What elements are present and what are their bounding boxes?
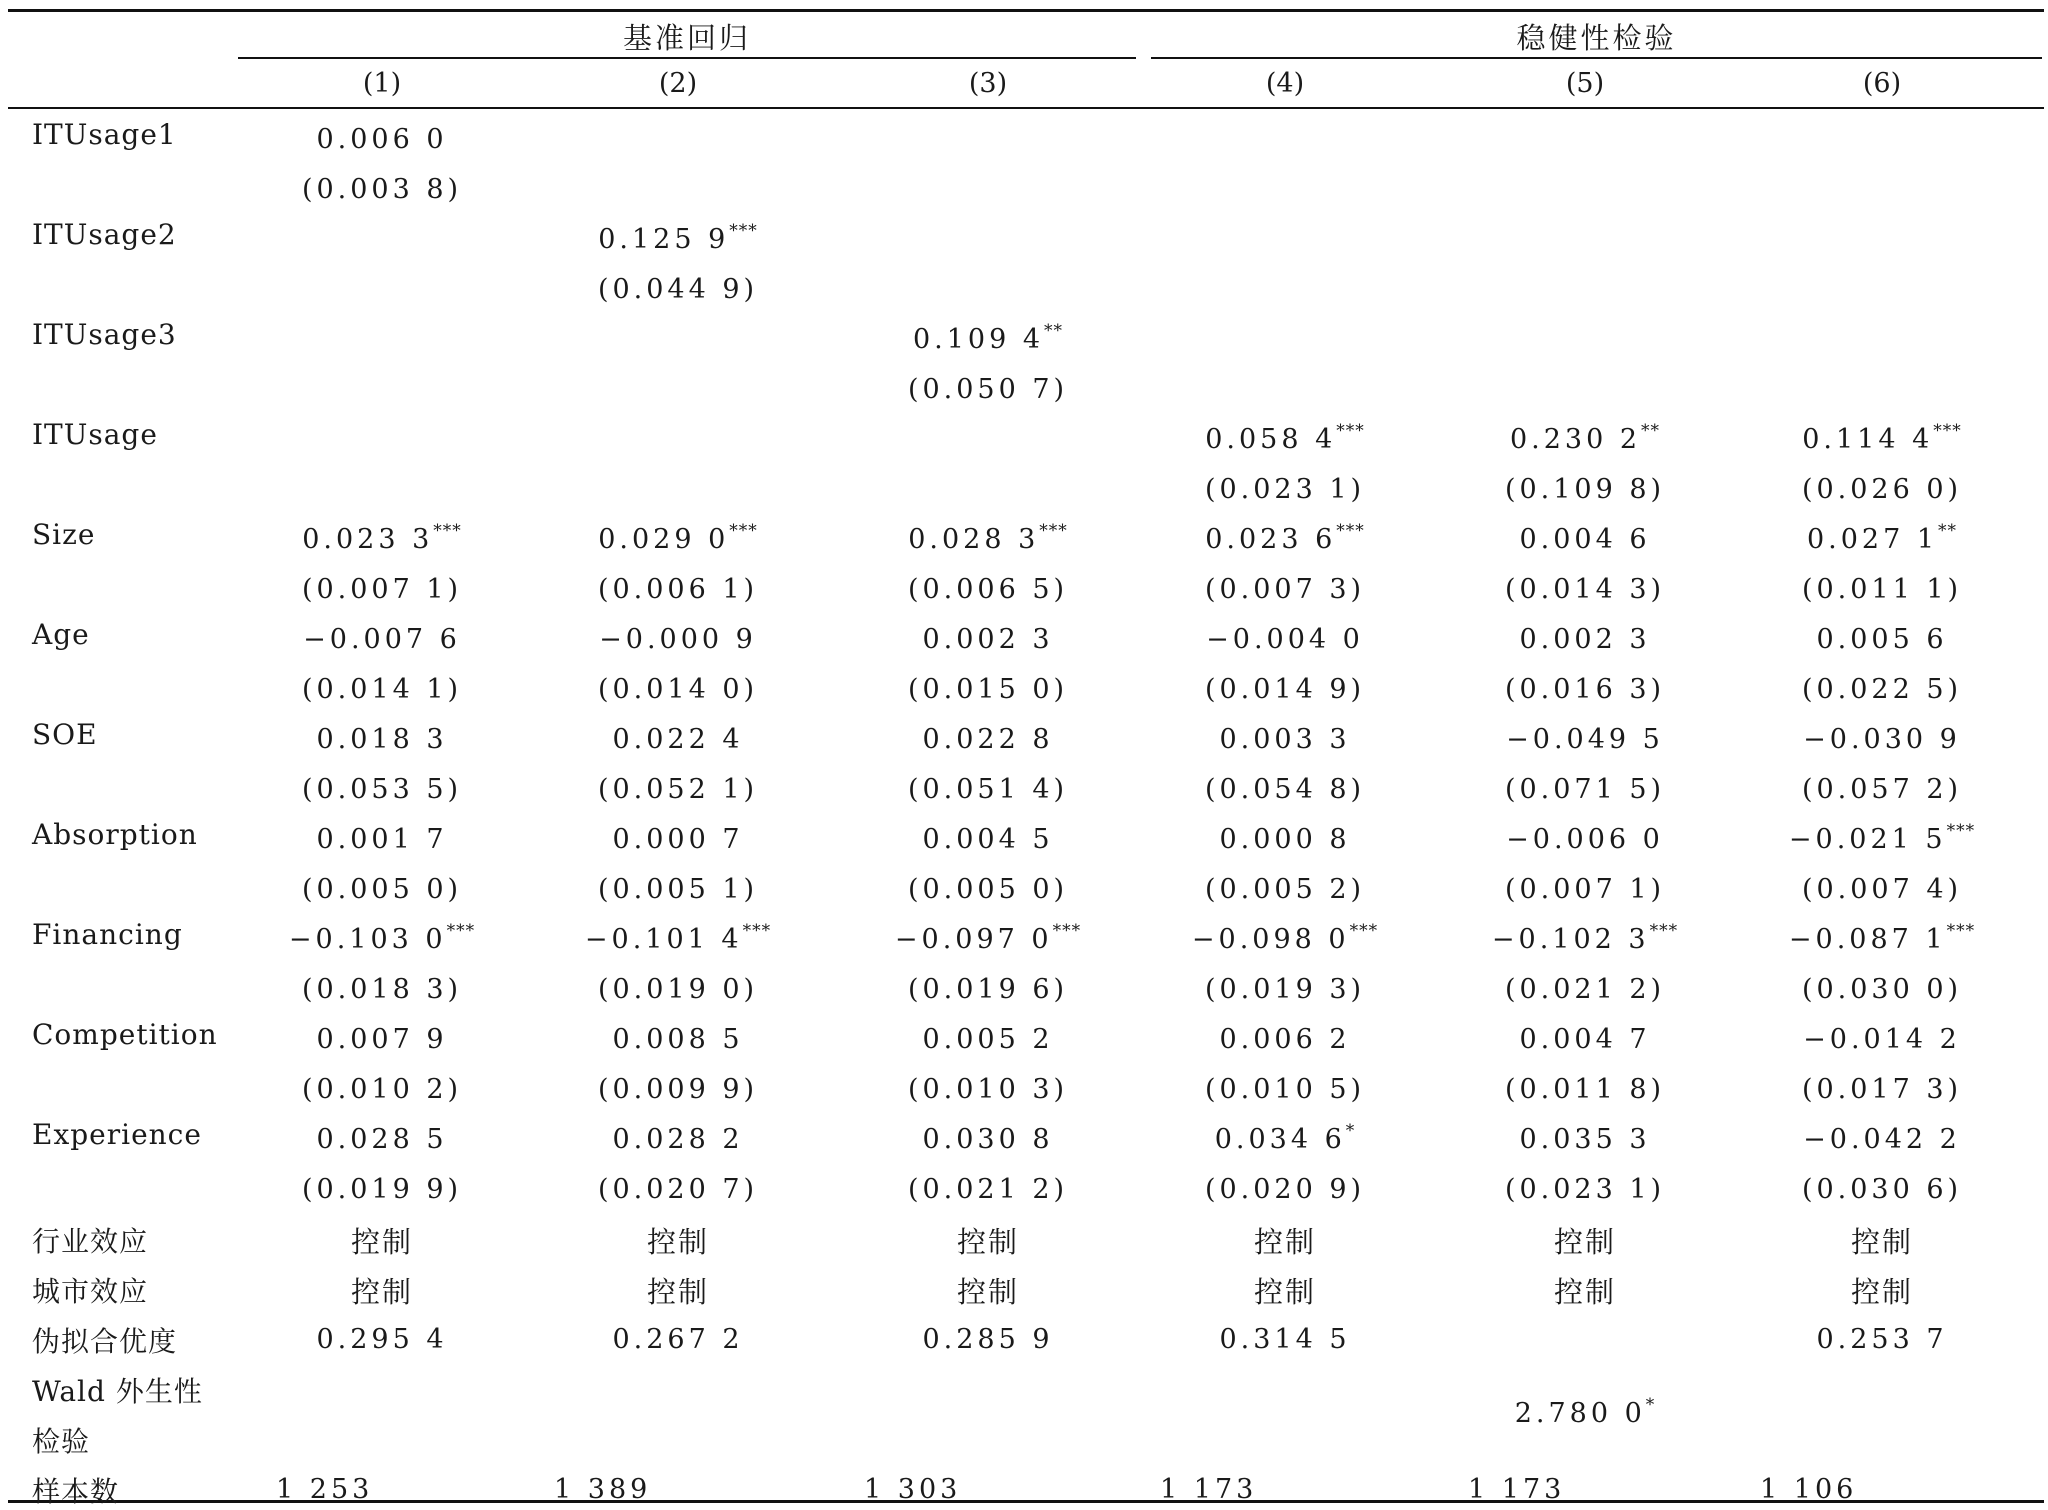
industry-fe-cell: 控制 <box>956 1225 1019 1259</box>
coef-value: 0.018 3 <box>316 724 448 755</box>
row-label-itusage1: ITUsage1 <box>32 118 177 151</box>
column-number: (2) <box>658 68 698 99</box>
city-fe-cell: 控制 <box>350 1275 413 1309</box>
coef-cell <box>548 521 808 555</box>
industry-fe-cell: 控制 <box>1553 1225 1616 1259</box>
std-error-cell: (0.011 1) <box>1801 574 1963 605</box>
std-error-cell: (0.007 1) <box>301 574 463 605</box>
significance-stars: *** <box>1946 821 1976 841</box>
std-error-cell: (0.054 8) <box>1204 774 1366 805</box>
significance-stars: *** <box>1039 521 1068 541</box>
significance-stars: ** <box>1938 521 1958 541</box>
std-error-cell: (0.010 2) <box>301 1074 463 1105</box>
coef-cell <box>858 921 1118 955</box>
coef-value: 0.004 6 <box>1519 524 1651 555</box>
coef-cell <box>548 624 808 655</box>
row-label-itusage2: ITUsage2 <box>32 218 177 251</box>
coef-cell <box>858 1024 1118 1055</box>
coef-value: −0.098 0 <box>1191 924 1350 955</box>
coef-value: 0.004 7 <box>1519 1024 1651 1055</box>
std-error-cell: (0.007 3) <box>1204 574 1366 605</box>
coef-cell <box>1455 624 1715 655</box>
city-fe-cell: 控制 <box>1850 1275 1913 1309</box>
column-number: (6) <box>1862 68 1902 99</box>
coef-cell <box>252 124 512 155</box>
significance-stars: *** <box>742 921 772 941</box>
significance-stars: *** <box>1052 921 1082 941</box>
city-fe-cell: 控制 <box>1253 1275 1316 1309</box>
std-error-cell: (0.057 2) <box>1801 774 1963 805</box>
coef-value: 0.022 8 <box>922 724 1054 755</box>
coef-cell <box>1752 624 2012 655</box>
coef-cell <box>548 724 808 755</box>
coef-cell <box>1155 724 1415 755</box>
significance-stars: * <box>1645 1395 1656 1415</box>
std-error-cell: (0.071 5) <box>1504 774 1666 805</box>
coef-cell <box>1155 421 1415 455</box>
std-error-cell: (0.011 8) <box>1504 1074 1666 1105</box>
coef-value: 0.030 8 <box>922 1124 1054 1155</box>
row-label-experience: Experience <box>32 1118 202 1151</box>
std-error-cell: (0.051 4) <box>907 774 1069 805</box>
pseudo-r2-cell: 0.253 7 <box>1816 1324 1948 1355</box>
coef-value: 0.114 4 <box>1802 424 1934 455</box>
row-label-absorption: Absorption <box>32 818 198 851</box>
coef-value: −0.030 9 <box>1803 724 1961 755</box>
coef-value: −0.014 2 <box>1803 1024 1961 1055</box>
row-label-financing: Financing <box>32 918 183 951</box>
coef-value: −0.087 1 <box>1788 924 1947 955</box>
std-error-cell: (0.005 2) <box>1204 874 1366 905</box>
coef-cell <box>252 1024 512 1055</box>
coef-cell <box>1155 624 1415 655</box>
coef-cell <box>1155 1024 1415 1055</box>
column-number: (1) <box>362 68 402 99</box>
row-label-city-fe: 城市效应 <box>32 1275 149 1308</box>
sample-size-cell: 1 173 <box>1160 1474 1258 1505</box>
column-number: (5) <box>1565 68 1605 99</box>
std-error-cell: (0.010 3) <box>907 1074 1069 1105</box>
significance-stars: ** <box>1641 421 1661 441</box>
coef-cell <box>858 724 1118 755</box>
significance-stars: *** <box>729 221 758 241</box>
std-error-cell: (0.021 2) <box>1504 974 1666 1005</box>
std-error-cell: (0.015 0) <box>907 674 1069 705</box>
coef-cell <box>1455 824 1715 855</box>
coef-value: 0.002 3 <box>922 624 1054 655</box>
std-error-cell: (0.026 0) <box>1801 474 1963 505</box>
std-error-cell: (0.005 1) <box>597 874 759 905</box>
group-title-baseline: 基准回归 <box>622 21 751 55</box>
coef-cell <box>1752 421 2012 455</box>
std-error-cell: (0.005 0) <box>907 874 1069 905</box>
std-error-cell: (0.018 3) <box>301 974 463 1005</box>
coef-value: 0.006 0 <box>316 124 448 155</box>
coef-value: −0.006 0 <box>1506 824 1664 855</box>
row-label-size: Size <box>32 518 96 551</box>
coef-value: 0.034 6 <box>1214 1124 1346 1155</box>
row-label-sample-size: 样本数 <box>32 1475 120 1508</box>
std-error-cell: (0.019 3) <box>1204 974 1366 1005</box>
coef-value: 0.022 4 <box>612 724 744 755</box>
coef-value: 0.027 1 <box>1806 524 1939 555</box>
coef-value: 0.000 7 <box>612 824 744 855</box>
coef-cell <box>1455 1024 1715 1055</box>
significance-stars: *** <box>729 521 758 541</box>
row-label-itusage3: ITUsage3 <box>32 318 177 351</box>
coef-value: −0.097 0 <box>894 924 1053 955</box>
coef-cell <box>252 521 512 555</box>
pseudo-r2-cell: 0.295 4 <box>316 1324 448 1355</box>
std-error-cell: (0.007 1) <box>1504 874 1666 905</box>
coef-cell <box>1752 1124 2012 1155</box>
sample-size-cell: 1 389 <box>554 1474 652 1505</box>
coef-cell <box>1752 521 2012 555</box>
coef-cell <box>252 921 512 955</box>
coef-cell <box>252 1124 512 1155</box>
industry-fe-cell: 控制 <box>350 1225 413 1259</box>
std-error-cell: (0.030 6) <box>1801 1174 1963 1205</box>
std-error-cell: (0.005 0) <box>301 874 463 905</box>
industry-fe-cell: 控制 <box>1850 1225 1913 1259</box>
std-error-cell: (0.050 7) <box>907 374 1069 405</box>
coef-value: −0.042 2 <box>1803 1124 1961 1155</box>
coef-value: 0.230 2 <box>1509 424 1642 455</box>
row-label-industry-fe: 行业效应 <box>32 1225 149 1258</box>
coef-value: 0.125 9 <box>598 224 730 255</box>
std-error-cell: (0.044 9) <box>597 274 759 305</box>
sample-size-cell: 1 106 <box>1760 1474 1858 1505</box>
top-rule <box>8 9 2044 12</box>
significance-stars: *** <box>1649 921 1679 941</box>
std-error-cell: (0.021 2) <box>907 1174 1069 1205</box>
coef-cell <box>1752 921 2012 955</box>
std-error-cell: (0.016 3) <box>1504 674 1666 705</box>
coef-cell <box>252 724 512 755</box>
column-number: (3) <box>968 68 1008 99</box>
std-error-cell: (0.019 6) <box>907 974 1069 1005</box>
coef-value: −0.004 0 <box>1206 624 1364 655</box>
coef-value: 0.029 0 <box>598 524 730 555</box>
coef-cell <box>1752 1024 2012 1055</box>
header-rule <box>8 107 2044 109</box>
coef-value: 0.109 4 <box>912 324 1045 355</box>
coef-cell <box>858 824 1118 855</box>
coef-cell <box>1455 724 1715 755</box>
row-label-competition: Competition <box>32 1018 218 1051</box>
significance-stars: *** <box>1336 521 1365 541</box>
coef-value: 0.000 8 <box>1219 824 1351 855</box>
sample-size-cell: 1 253 <box>276 1474 374 1505</box>
sample-size-cell: 1 173 <box>1468 1474 1566 1505</box>
group-rule-baseline <box>238 57 1136 59</box>
coef-value: 0.002 3 <box>1519 624 1651 655</box>
coef-value: −0.103 0 <box>288 924 447 955</box>
std-error-cell: (0.014 3) <box>1504 574 1666 605</box>
coef-cell <box>252 824 512 855</box>
coef-value: 0.005 2 <box>922 1024 1054 1055</box>
std-error-cell: (0.010 5) <box>1204 1074 1366 1105</box>
row-label-wald-line2: 检验 <box>32 1425 91 1458</box>
coef-value: 0.007 9 <box>316 1024 448 1055</box>
significance-stars: * <box>1345 1121 1356 1141</box>
pseudo-r2-cell: 0.267 2 <box>612 1324 744 1355</box>
coef-value: 0.023 3 <box>302 524 434 555</box>
std-error-cell: (0.020 7) <box>597 1174 759 1205</box>
coef-value: −0.007 6 <box>303 624 461 655</box>
std-error-cell: (0.006 1) <box>597 574 759 605</box>
coef-value: −0.049 5 <box>1506 724 1664 755</box>
coef-cell <box>858 321 1118 355</box>
std-error-cell: (0.030 0) <box>1801 974 1963 1005</box>
group-title-robustness: 稳健性检验 <box>1516 21 1677 55</box>
coef-value: −0.101 4 <box>584 924 743 955</box>
industry-fe-cell: 控制 <box>1253 1225 1316 1259</box>
coef-cell <box>1455 1124 1715 1155</box>
std-error-cell: (0.014 9) <box>1204 674 1366 705</box>
coef-value: 0.028 2 <box>612 1124 744 1155</box>
industry-fe-cell: 控制 <box>646 1225 709 1259</box>
std-error-cell: (0.052 1) <box>597 774 759 805</box>
coef-cell <box>1455 921 1715 955</box>
coef-cell <box>1155 521 1415 555</box>
coef-cell <box>548 1124 808 1155</box>
coef-value: −0.000 9 <box>599 624 757 655</box>
row-label-pseudo-r2: 伪拟合优度 <box>32 1325 178 1358</box>
coef-cell <box>858 624 1118 655</box>
wald-value: 2.780 0 <box>1514 1398 1646 1429</box>
significance-stars: *** <box>446 921 476 941</box>
coef-cell <box>1155 1121 1415 1155</box>
coef-value: 0.001 7 <box>316 824 448 855</box>
pseudo-r2-cell: 0.285 9 <box>922 1324 1054 1355</box>
coef-cell <box>1752 724 2012 755</box>
std-error-cell: (0.023 1) <box>1204 474 1366 505</box>
city-fe-cell: 控制 <box>646 1275 709 1309</box>
std-error-cell: (0.006 5) <box>907 574 1069 605</box>
coef-value: 0.003 3 <box>1219 724 1351 755</box>
coef-value: 0.035 3 <box>1519 1124 1651 1155</box>
coef-cell <box>548 921 808 955</box>
row-label-soe: SOE <box>32 718 98 751</box>
coef-value: 0.028 3 <box>908 524 1040 555</box>
significance-stars: ** <box>1044 321 1064 341</box>
coef-value: −0.021 5 <box>1788 824 1947 855</box>
std-error-cell: (0.019 9) <box>301 1174 463 1205</box>
row-label-age: Age <box>32 618 90 651</box>
significance-stars: *** <box>1933 421 1962 441</box>
coef-value: 0.006 2 <box>1219 1024 1351 1055</box>
coef-value: 0.028 5 <box>316 1124 448 1155</box>
std-error-cell: (0.020 9) <box>1204 1174 1366 1205</box>
coef-cell <box>1752 821 2012 855</box>
coef-cell <box>548 1024 808 1055</box>
coef-value: 0.005 6 <box>1816 624 1948 655</box>
coef-value: 0.023 6 <box>1205 524 1337 555</box>
sample-size-cell: 1 303 <box>864 1474 962 1505</box>
std-error-cell: (0.014 1) <box>301 674 463 705</box>
city-fe-cell: 控制 <box>956 1275 1019 1309</box>
coef-value: −0.102 3 <box>1491 924 1650 955</box>
pseudo-r2-cell: 0.314 5 <box>1219 1324 1351 1355</box>
group-rule-robustness <box>1151 57 2042 59</box>
significance-stars: *** <box>1946 921 1976 941</box>
coef-cell <box>1455 421 1715 455</box>
wald-test-cell <box>1455 1395 1715 1429</box>
coef-value: 0.008 5 <box>612 1024 744 1055</box>
column-number: (4) <box>1265 68 1305 99</box>
coef-cell <box>548 221 808 255</box>
std-error-cell: (0.007 4) <box>1801 874 1963 905</box>
std-error-cell: (0.022 5) <box>1801 674 1963 705</box>
row-label-wald-line1: Wald 外生性 <box>32 1375 203 1408</box>
std-error-cell: (0.109 8) <box>1504 474 1666 505</box>
significance-stars: *** <box>1336 421 1365 441</box>
coef-cell <box>1455 524 1715 555</box>
coef-cell <box>548 824 808 855</box>
coef-cell <box>1155 824 1415 855</box>
coef-cell <box>1155 921 1415 955</box>
row-label-itusage: ITUsage <box>32 418 158 451</box>
std-error-cell: (0.003 8) <box>301 174 463 205</box>
coef-value: 0.004 5 <box>922 824 1054 855</box>
coef-cell <box>858 1124 1118 1155</box>
std-error-cell: (0.014 0) <box>597 674 759 705</box>
significance-stars: *** <box>1349 921 1379 941</box>
std-error-cell: (0.053 5) <box>301 774 463 805</box>
significance-stars: *** <box>433 521 462 541</box>
coef-cell <box>252 624 512 655</box>
city-fe-cell: 控制 <box>1553 1275 1616 1309</box>
coef-value: 0.058 4 <box>1205 424 1337 455</box>
std-error-cell: (0.017 3) <box>1801 1074 1963 1105</box>
std-error-cell: (0.019 0) <box>597 974 759 1005</box>
coef-cell <box>858 521 1118 555</box>
std-error-cell: (0.023 1) <box>1504 1174 1666 1205</box>
std-error-cell: (0.009 9) <box>597 1074 759 1105</box>
